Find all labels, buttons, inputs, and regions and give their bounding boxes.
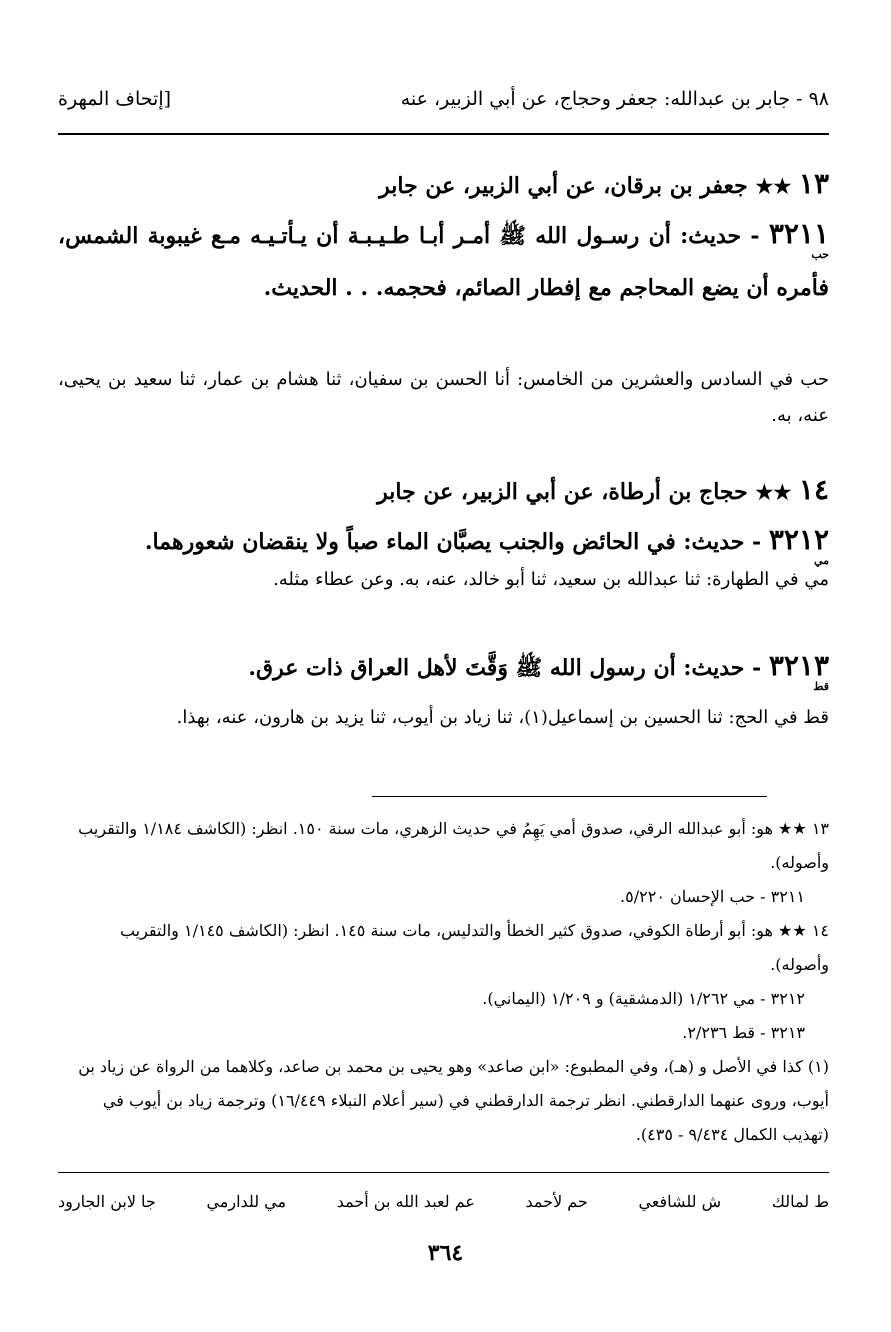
hadith-source: قط في الحج: ثنا الحسين بن إسماعيل(١)، ثنا زياد بن أيوب، ثنا يزيد بن هارون، عنه، بهذا. xyxy=(176,707,829,728)
hadith-number: ٣٢١٢ xyxy=(768,523,829,556)
abbreviations-divider xyxy=(58,1172,829,1173)
stars-icon: ★★ xyxy=(755,174,792,198)
abbr-item: ش للشافعي xyxy=(638,1192,722,1211)
hadith-source: مي في الطهارة: ثنا عبدالله بن سعيد، ثنا أبو خالد، عنه، به. وعن عطاء مثله. xyxy=(273,569,829,590)
hadith-text xyxy=(58,208,829,314)
abbr-item: حم لأحمد xyxy=(525,1192,588,1211)
running-header-title: ٩٨ - جابر بن عبدالله: جعفر وحجاج، عن أبي الزبير، عنه xyxy=(400,88,829,110)
footnote-1: (١) كذا في الأصل و (هـ)، وفي المطبوع: «ابن صاعد» وهو يحيى بن محمد بن صاعد، وكلاهما من الرواة عن زياد بن أيوب، وروى عنهما الدارقطني. انظر ترجمة الدارقطني في (سير أعلام النبلاء ١٦/٤٤٩) وترجمة زياد بن أيوب في (تهذيب الكمال ٩/٤٣٤ - ٤٣٥). xyxy=(78,1057,829,1144)
running-header-book: [إتحاف المهرة xyxy=(58,88,172,110)
hadith-body: - حديث: أن رسـول الله ﷺ أمـر أبـا طـيـبـة أن يـأتـيـه مـع غيبوبة الشمس، فأمره أن يضع المحاجم مع إفطار الصائم، فحجمه. . . الحديث. xyxy=(58,223,829,301)
margin-code: قط xyxy=(813,680,829,693)
page-number: ٣٦٤ xyxy=(427,1240,464,1266)
section-number: ١٤ xyxy=(798,473,829,506)
header-divider xyxy=(58,133,829,135)
hadith-source: حب في السادس والعشرين من الخامس: أنا الحسن بن سفيان، ثنا هشام بن عمار، ثنا سعيد بن يحيى، عنه، به. xyxy=(58,369,829,426)
section-title: جعفر بن برقان، عن أبي الزبير، عن جابر xyxy=(379,173,748,199)
abbr-item: ط لمالك xyxy=(771,1192,829,1211)
abbreviations-key xyxy=(58,1192,829,1211)
hadith-number: ٣٢١٣ xyxy=(768,649,829,682)
footnote-3212: ٣٢١٢ - مي ١/٢٦٢ (الدمشقية) و ١/٢٠٩ (اليماني). xyxy=(482,989,805,1008)
footnotes xyxy=(58,812,829,1152)
hadith-text xyxy=(58,640,829,694)
abbr-item: مي للدارمي xyxy=(206,1192,287,1211)
section-13 xyxy=(58,162,829,314)
section-title: حجاج بن أرطاة، عن أبي الزبير، عن جابر xyxy=(377,479,748,505)
abbr-item: عم لعبد الله بن أحمد xyxy=(336,1192,475,1211)
hadith-text xyxy=(58,514,829,568)
stars-icon: ★★ xyxy=(755,480,792,504)
footnote-3211: ٣٢١١ - حب الإحسان ٥/٢٢٠. xyxy=(620,887,805,906)
hadith-number: ٣٢١١ xyxy=(768,217,829,250)
section-heading xyxy=(58,468,829,514)
footnote-divider xyxy=(372,796,767,797)
footnote-13: ١٣ ★★ هو: أبو عبدالله الرقي، صدوق أمي يَهِمُ في حديث الزهري، مات سنة ١٥٠. انظر: (الكاشف ١/١٨٤ والتقريب وأصوله). xyxy=(78,819,829,872)
margin-code: مي xyxy=(813,554,829,567)
hadith-body: - حديث: في الحائض والجنب يصبَّان الماء صباً ولا ينقضان شعورهما. xyxy=(144,529,762,555)
abbr-item: جا لابن الجارود xyxy=(58,1192,156,1211)
section-number: ١٣ xyxy=(798,167,829,200)
margin-code: حب xyxy=(811,248,829,261)
section-14 xyxy=(58,468,829,568)
hadith-body: - حديث: أن رسول الله ﷺ وَقَّتَ لأهل العراق ذات عرق. xyxy=(248,655,762,681)
footnote-14: ١٤ ★★ هو: أبو أرطاة الكوفي، صدوق كثير الخطأ والتدليس، مات سنة ١٤٥. انظر: (الكاشف ١/١٤٥ والتقريب وأصوله). xyxy=(119,921,829,974)
footnote-3213: ٣٢١٣ - قط ٢/٢٣٦. xyxy=(682,1023,805,1042)
section-heading xyxy=(58,162,829,208)
